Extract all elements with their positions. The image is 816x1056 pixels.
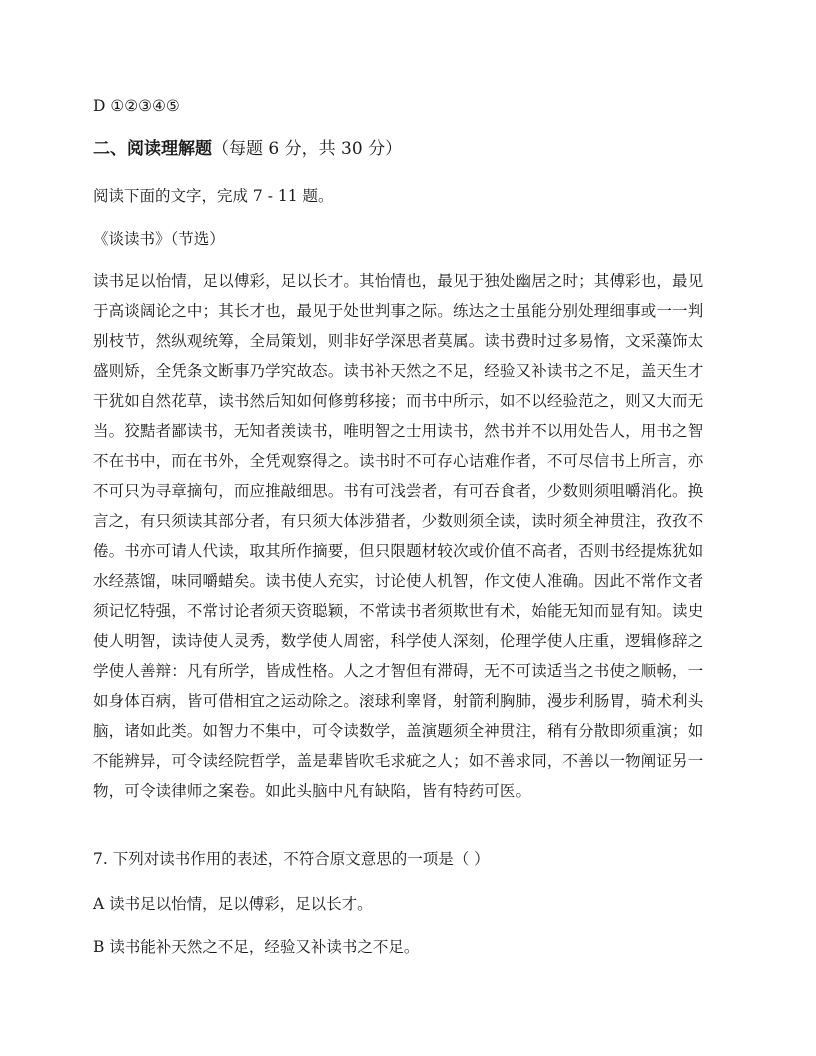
passage-line: 水经蒸馏，味同嚼蜡矣。读书使人充实，讨论使人机智，作文使人准确。因此不常作文者 xyxy=(93,572,704,590)
option-d: D ①②③④⑤ xyxy=(93,97,180,115)
passage-line: 如身体百病，皆可借相宜之运动除之。滚球利睾肾，射箭利胸肺，漫步利肠胃，骑术利头 xyxy=(93,692,704,710)
passage-line: 学使人善辩：凡有所学，皆成性格。人之才智但有滞碍，无不可读适当之书使之顺畅，一 xyxy=(93,662,704,680)
passage-line: 盛则矫，全凭条文断事乃学究故态。读书补天然之不足，经验又补读书之不足，盖天生才 xyxy=(93,362,704,380)
instruction-text: 阅读下面的文字，完成 7 - 11 题。 xyxy=(93,187,334,205)
question-7-option-b: B 读书能补天然之不足，经验又补读书之不足。 xyxy=(93,938,420,956)
passage-line: 物，可令读律师之案卷。如此头脑中凡有缺陷，皆有特药可医。 xyxy=(93,782,532,800)
passage-line: 言之，有只须读其部分者，有只须大体涉猎者，少数则须全读，读时须全神贯注，孜孜不 xyxy=(93,512,704,530)
passage-line: 于高谈阔论之中；其长才也，最见于处世判事之际。练达之士虽能分别处理细事或一一判 xyxy=(93,302,704,320)
passage-line: 脑，诸如此类。如智力不集中，可令读数学，盖演题须全神贯注，稍有分散即须重演；如 xyxy=(93,722,704,740)
passage-line: 不在书中，而在书外，全凭观察得之。读书时不可存心诘难作者，不可尽信书上所言，亦 xyxy=(93,452,704,470)
passage-line: 干犹如自然花草，读书然后知如何修剪移接；而书中所示，如不以经验范之，则又大而无 xyxy=(93,392,704,410)
passage-line: 须记忆特强，不常讨论者须天资聪颖，不常读书者须欺世有术，始能无知而显有知。读史 xyxy=(93,602,704,620)
passage-line: 使人明智，读诗使人灵秀，数学使人周密，科学使人深刻，伦理学使人庄重，逻辑修辞之 xyxy=(93,632,704,650)
section-heading-title: 二、阅读理解题 xyxy=(93,139,212,159)
question-7-option-a: A 读书足以怡情，足以傅彩，足以长才。 xyxy=(93,895,373,913)
question-7-stem: 7. 下列对读书作用的表述，不符合原文意思的一项是（ ） xyxy=(93,850,490,868)
passage-line: 不能辨异，可令读经院哲学，盖是辈皆吹毛求疵之人；如不善求同，不善以一物阐证另一 xyxy=(93,752,704,770)
passage-line: 倦。书亦可请人代读，取其所作摘要，但只限题材较次或价值不高者，否则书经提炼犹如 xyxy=(93,542,704,560)
passage-line: 不可只为寻章摘句，而应推敲细思。书有可浅尝者，有可吞食者，少数则须咀嚼消化。换 xyxy=(93,482,704,500)
passage-line: 当。狡黠者鄙读书，无知者羡读书，唯明智之士用读书，然书并不以用处告人，用书之智 xyxy=(93,422,704,440)
section-heading-note: （每题 6 分，共 30 分） xyxy=(212,139,403,159)
passage-title: 《谈读书》（节选） xyxy=(93,230,225,248)
passage-line: 读书足以怡情，足以傅彩，足以长才。其怡情也，最见于独处幽居之时；其傅彩也，最见 xyxy=(93,272,704,290)
section-heading xyxy=(93,138,402,160)
passage-line: 别枝节，然纵观统筹，全局策划，则非好学深思者莫属。读书费时过多易惰，文采藻饰太 xyxy=(93,332,704,350)
